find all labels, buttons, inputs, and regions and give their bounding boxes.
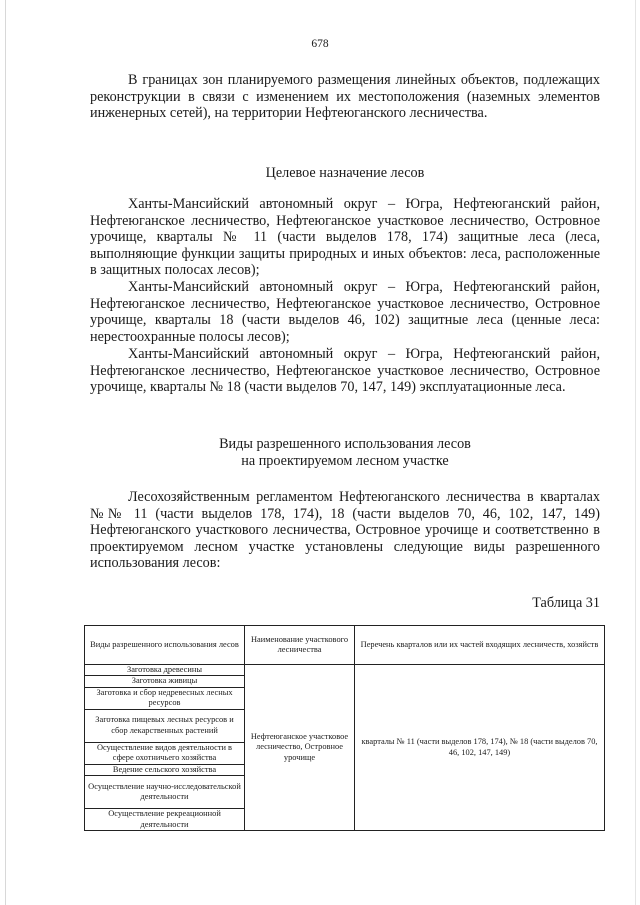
table-cell-use-type: Заготовка пищевых лесных ресурсов и сбор лекарственных растений [85, 709, 245, 742]
table-cell-quarters: кварталы № 11 (части выделов 178, 174), № 18 (части выделов 70, 46, 102, 147, 149) [355, 665, 605, 831]
table-cell-forestry: Нефтеюганское участковое лесничество, Островное урочище [245, 665, 355, 831]
table-cell-use-type: Ведение сельского хозяйства [85, 764, 245, 775]
table-label: Таблица 31 [532, 595, 600, 611]
page-right-edge [635, 0, 636, 905]
permitted-use-paragraph: Лесохозяйственным регламентом Нефтеюганского лесничества в кварталах №№ 11 (части выделов 178, 174), 18 (части выделов 70, 46, 102, 147, 149) Нефтеюганского участкового лесничества, Островное урочище и соответственно в проектируемом лесном участке установлены следующие виды разрешенного использования лесов: [90, 489, 600, 572]
table-cell-use-type: Заготовка древесины [85, 665, 245, 676]
table-header-forestry: Наименование участкового лесничества [245, 626, 355, 665]
table-header-use-types: Виды разрешенного использования лесов [85, 626, 245, 665]
table-cell-use-type: Заготовка и сбор недревесных лесных ресурсов [85, 687, 245, 709]
table-row [85, 665, 605, 676]
table-header-quarters: Перечень кварталов или их частей входящих лесничеств, хозяйств [355, 626, 605, 665]
table-header-row [85, 626, 605, 665]
table-cell-use-type: Осуществление научно-исследовательской деятельности [85, 776, 245, 809]
section-title-permitted-line1: Виды разрешенного использования лесов [219, 436, 471, 452]
purpose-paragraph-3: Ханты-Мансийский автономный округ – Югра, Нефтеюганский район, Нефтеюганское лесничество, Нефтеюганское участковое лесничество, Островное урочище, кварталы № 18 (части выделов 70, 147, 149) эксплуатационные леса. [90, 346, 600, 396]
table-cell-use-type: Заготовка живицы [85, 676, 245, 687]
table-cell-use-type: Осуществление видов деятельности в сфере охотничьего хозяйства [85, 742, 245, 764]
table-cell-use-type: Осуществление рекреационной деятельности [85, 809, 245, 831]
permitted-use-table [84, 625, 605, 831]
purpose-paragraph-2: Ханты-Мансийский автономный округ – Югра, Нефтеюганский район, Нефтеюганское лесничество, Нефтеюганское участковое лесничество, Островное урочище, кварталы 18 (части выделов 46, 102) защитные леса (ценные леса: нерестоохранные полосы лесов); [90, 279, 600, 345]
section-title-permitted-line2: на проектируемом лесном участке [241, 453, 449, 469]
intro-paragraph: В границах зон планируемого размещения линейных объектов, подлежащих реконструкции в связи с изменением их местоположения (наземных элементов инженерных сетей), на территории Нефтеюганского лесничества. [90, 72, 600, 122]
purpose-paragraph-1: Ханты-Мансийский автономный округ – Югра, Нефтеюганский район, Нефтеюганское лесничество, Нефтеюганское участковое лесничество, Островное урочище, кварталы № 11 (части выделов 178, 174) защитные леса (леса, выполняющие функции защиты природных и иных объектов: леса, расположенные в защитных полосах лесов); [90, 196, 600, 279]
section-title-purpose: Целевое назначение лесов [265, 165, 425, 181]
page-left-edge [5, 0, 6, 905]
page-number: 678 [311, 38, 329, 50]
